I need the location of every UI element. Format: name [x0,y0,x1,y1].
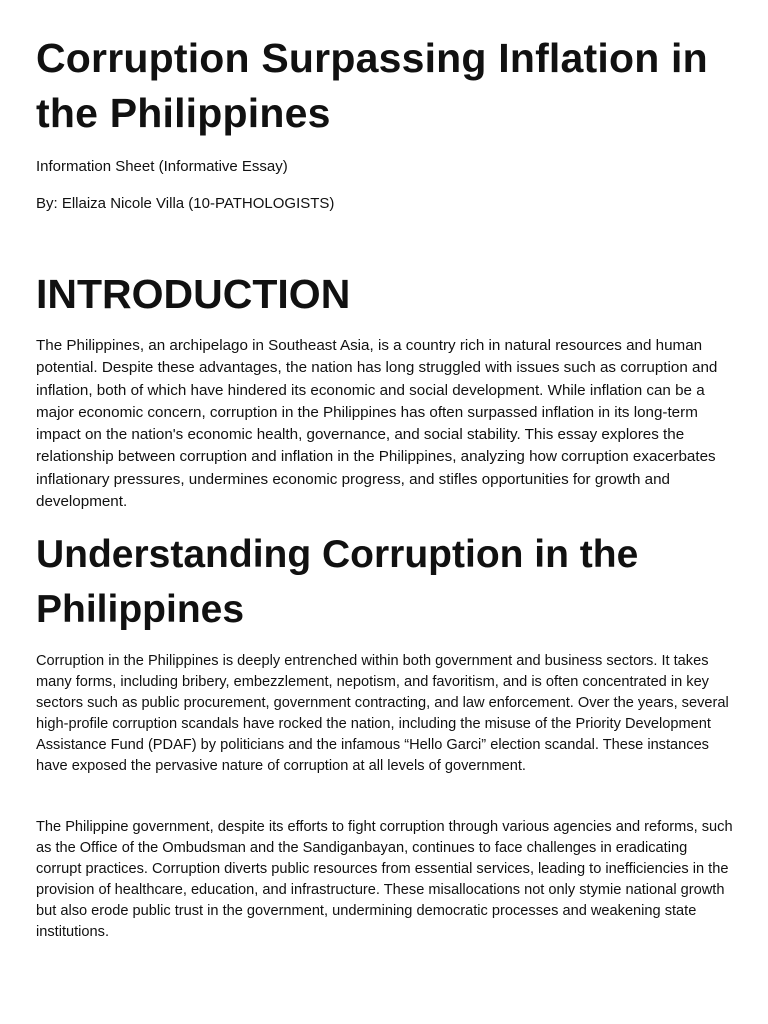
understanding-paragraph-1: Corruption in the Philippines is deeply entrenched within both government and business sectors. It takes many forms, including bribery, embezzlement, nepotism, and favoritism, and is often concentrated in key sectors such as public procurement, government contracting, and law enforcement. Over the years, several high-profile corruption scandals have rocked the nation, including the misuse of the Priority Development Assistance Fund (PDAF) by politicians and the infamous “Hello Garci” election scandal. These instances have exposed the pervasive nature of corruption at all levels of government. [36,653,729,774]
document-type-line: Information Sheet (Informative Essay) [36,158,288,175]
understanding-paragraph-2: The Philippine government, despite its efforts to fight corruption through various agencies and reforms, such as the Office of the Ombudsman and the Sandiganbayan, continues to face challenges in eradicating corrupt practices. Corruption diverts public resources from essential services, leading to inefficiencies in the provision of healthcare, education, and infrastructure. These misallocations not only stymie national growth but also erode public trust in the government, undermining democratic processes and weakening state institutions. [36,819,733,940]
understanding-corruption-heading: Understanding Corruption in the Philippines [36,533,639,631]
introduction-paragraph: The Philippines, an archipelago in Southeast Asia, is a country rich in natural resources and human potential. Despite these advantages, the nation has long struggled with issues such as corruption and inflation, both of which have hindered its economic and social development. While inflation can be a major economic concern, corruption in the Philippines has often surpassed inflation in its long-term impact on the nation's economic health, governance, and social stability. This essay explores the relationship between corruption and inflation in the Philippines, analyzing how corruption exacerbates inflationary pressures, undermines economic progress, and stifles opportunities for growth and development. [36,337,718,511]
author-line: By: Ellaiza Nicole Villa (10-PATHOLOGISTS) [36,195,335,212]
introduction-heading: INTRODUCTION [36,271,351,317]
document-title: Corruption Surpassing Inflation in the Philippines [36,35,708,136]
